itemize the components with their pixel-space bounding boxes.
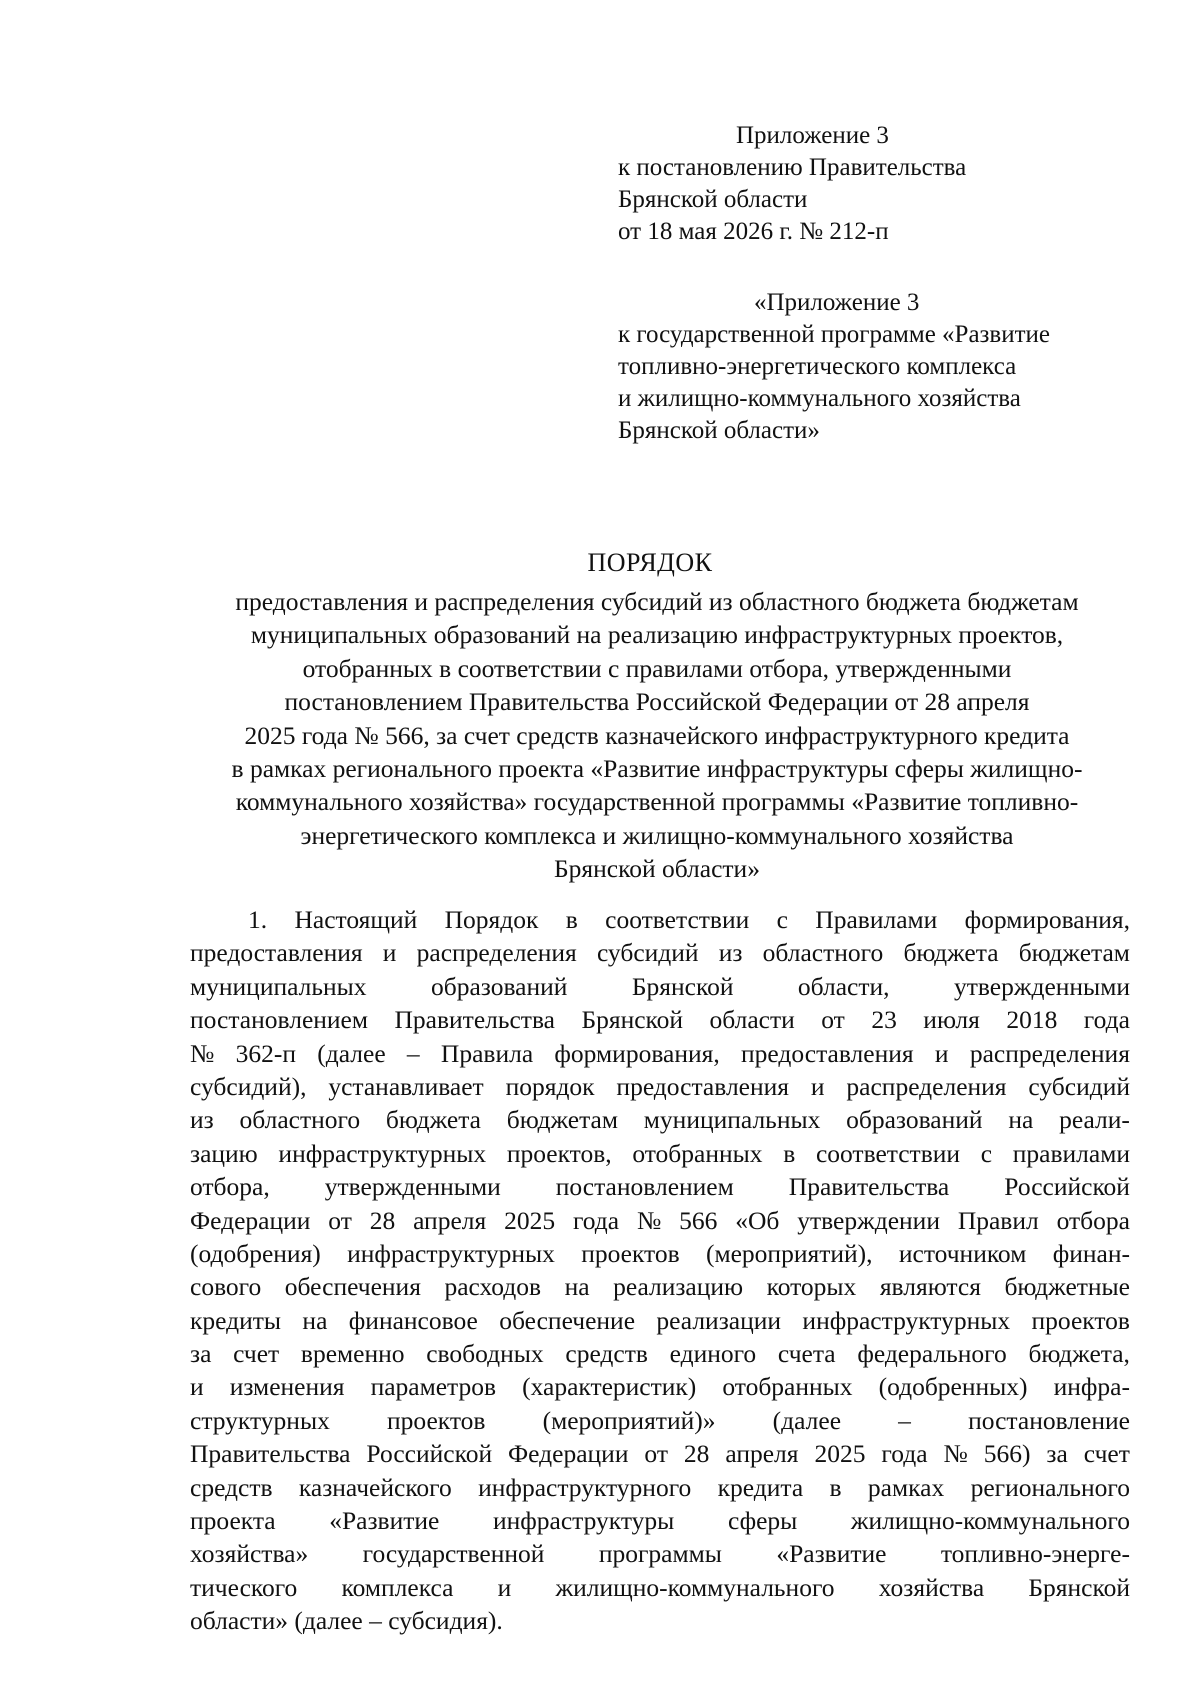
word: комплекса bbox=[341, 1572, 454, 1602]
word: из bbox=[190, 1105, 214, 1135]
word: средств bbox=[190, 1472, 273, 1502]
word: субсидий bbox=[1028, 1071, 1130, 1101]
word: жилищно-коммунального bbox=[850, 1506, 1130, 1536]
word: соответствии bbox=[815, 1138, 961, 1168]
justified-line-words bbox=[190, 1037, 1130, 1070]
annex-program-line: топливно-энергетического комплекса bbox=[618, 353, 1017, 380]
word: программы bbox=[598, 1539, 722, 1569]
word: постановлением bbox=[190, 1005, 369, 1035]
word: Федерации bbox=[190, 1205, 311, 1235]
word: являются bbox=[879, 1272, 981, 1302]
word: Брянской bbox=[1028, 1572, 1130, 1602]
word: изменения bbox=[229, 1372, 345, 1402]
word: государственной bbox=[362, 1539, 545, 1569]
word: муниципальных bbox=[643, 1105, 821, 1135]
justified-line-words bbox=[190, 936, 1130, 969]
justified-line-words bbox=[190, 970, 1130, 1003]
paragraph-line bbox=[190, 1370, 1130, 1403]
word: 28 bbox=[369, 1205, 396, 1235]
word: сового bbox=[190, 1272, 262, 1302]
word: хозяйства» bbox=[190, 1539, 309, 1569]
word: апреля bbox=[413, 1205, 487, 1235]
paragraph-line bbox=[190, 970, 1130, 1003]
word: на bbox=[564, 1272, 590, 1302]
annex-program-line: к государственной программе «Развитие bbox=[618, 321, 1050, 348]
word: регионального bbox=[970, 1472, 1130, 1502]
word: Федерации bbox=[508, 1439, 629, 1469]
word: 566) bbox=[983, 1439, 1031, 1469]
word: года bbox=[572, 1205, 620, 1235]
word: параметров bbox=[370, 1372, 497, 1402]
word: распределения bbox=[846, 1071, 1007, 1101]
justified-line-words bbox=[190, 1437, 1130, 1470]
paragraph-line bbox=[190, 1003, 1130, 1036]
word: реали- bbox=[1059, 1105, 1130, 1135]
word: инфраструктурных bbox=[278, 1138, 487, 1168]
annex-order-block bbox=[618, 120, 966, 248]
word: бюджетам bbox=[506, 1105, 618, 1135]
word: (далее bbox=[772, 1405, 842, 1435]
word: с bbox=[980, 1138, 993, 1168]
word: – bbox=[898, 1405, 911, 1435]
word: на bbox=[1008, 1105, 1034, 1135]
word: Правительства bbox=[394, 1005, 555, 1035]
word: отобранных bbox=[632, 1138, 763, 1168]
word: июля bbox=[923, 1005, 980, 1035]
word: обеспечения bbox=[284, 1272, 421, 1302]
justified-line-words bbox=[190, 1070, 1130, 1103]
word: Правила bbox=[440, 1038, 534, 1068]
word: года bbox=[881, 1439, 928, 1469]
justified-line-words bbox=[190, 1337, 1130, 1370]
paragraph-line bbox=[190, 1103, 1130, 1136]
word: средств bbox=[565, 1339, 648, 1369]
word: топливно-энерге- bbox=[940, 1539, 1130, 1569]
word: 362-п bbox=[235, 1038, 296, 1068]
word: Порядок bbox=[444, 905, 539, 934]
word: (одобрения) bbox=[190, 1238, 321, 1268]
annex-order-line: Брянской области bbox=[618, 186, 808, 213]
annex-order-line: от 18 мая 2026 г. № 212-п bbox=[618, 218, 889, 245]
word: года bbox=[1083, 1005, 1130, 1035]
word: бюджета, bbox=[1028, 1339, 1130, 1369]
word: проектов, bbox=[506, 1138, 612, 1168]
word: 2018 bbox=[1006, 1005, 1058, 1035]
word: и bbox=[497, 1572, 512, 1602]
word: тического bbox=[190, 1572, 298, 1602]
justified-line-words bbox=[190, 1204, 1130, 1237]
word: утвержденными bbox=[954, 971, 1130, 1001]
paragraph-line bbox=[190, 1571, 1130, 1604]
paragraph-line bbox=[190, 1270, 1130, 1303]
word: Правительства bbox=[190, 1439, 351, 1469]
document-subtitle bbox=[185, 585, 1129, 886]
justified-line-words bbox=[190, 1237, 1130, 1270]
word: в bbox=[783, 1138, 796, 1168]
paragraph-line bbox=[190, 1471, 1130, 1504]
word: бюджета bbox=[903, 938, 999, 968]
subtitle-line: энергетического комплекса и жилищно-коммунального хозяйства bbox=[300, 820, 1014, 850]
paragraph-line bbox=[190, 936, 1130, 969]
word: зацию bbox=[190, 1138, 258, 1168]
paragraph-line bbox=[190, 1437, 1130, 1470]
subtitle-line: Брянской области» bbox=[554, 854, 760, 884]
word: постановлением bbox=[555, 1172, 734, 1202]
word: от bbox=[644, 1439, 668, 1469]
word: утвержденными bbox=[324, 1172, 501, 1202]
paragraph-line bbox=[190, 1537, 1130, 1570]
word: распределения bbox=[969, 1038, 1130, 1068]
word: свободных bbox=[426, 1339, 544, 1369]
word: с bbox=[776, 905, 788, 934]
word: «Развитие bbox=[776, 1539, 887, 1569]
word: (мероприятий)» bbox=[542, 1405, 716, 1435]
word: бюджетные bbox=[1004, 1272, 1130, 1302]
word: жилищно-коммунального bbox=[555, 1572, 835, 1602]
word: бюджетам bbox=[1018, 938, 1130, 968]
justified-line-words bbox=[190, 1270, 1130, 1303]
word: (одобренных) bbox=[878, 1372, 1028, 1402]
justified-line-words bbox=[190, 1571, 1130, 1604]
annex-order-line: Приложение 3 bbox=[736, 122, 889, 149]
word: 566 bbox=[679, 1205, 718, 1235]
subtitle-line: постановлением Правительства Российской Федерации от 28 апреля bbox=[284, 687, 1030, 717]
word: 28 bbox=[683, 1439, 710, 1469]
word: расходов bbox=[444, 1272, 542, 1302]
word: – bbox=[406, 1038, 420, 1068]
word: образований bbox=[431, 971, 568, 1001]
word: 1. bbox=[248, 905, 268, 934]
word: рамках bbox=[867, 1472, 945, 1502]
word: которых bbox=[766, 1272, 857, 1302]
word: отбора bbox=[1056, 1205, 1130, 1235]
justified-line-words bbox=[190, 1504, 1130, 1537]
justified-line-words bbox=[190, 1103, 1130, 1136]
word: проекта bbox=[190, 1506, 276, 1536]
word: формирования, bbox=[554, 1038, 720, 1068]
word: проектов bbox=[581, 1238, 680, 1268]
justified-line-words bbox=[190, 1304, 1130, 1337]
word: от bbox=[328, 1205, 352, 1235]
word: порядок bbox=[505, 1071, 595, 1101]
word: в bbox=[565, 905, 578, 934]
paragraph-line bbox=[190, 1304, 1130, 1337]
word: постановление bbox=[968, 1405, 1130, 1435]
annex-program-line: Брянской области» bbox=[618, 417, 820, 444]
word: (характеристик) bbox=[522, 1372, 697, 1402]
subtitle-line: предоставления и распределения субсидий из областного бюджета бюджетам bbox=[235, 587, 1079, 616]
word: проектов bbox=[386, 1405, 486, 1435]
word: на bbox=[302, 1305, 328, 1335]
paragraph-line bbox=[190, 1170, 1130, 1203]
word: областного bbox=[762, 938, 884, 968]
word: формирования, bbox=[964, 905, 1130, 934]
word: и bbox=[934, 1038, 949, 1068]
word: Российской bbox=[366, 1439, 493, 1469]
word: инфра- bbox=[1053, 1372, 1130, 1402]
word: утверждении bbox=[797, 1205, 940, 1235]
word: казначейского bbox=[298, 1472, 452, 1502]
justified-line-words bbox=[190, 1170, 1130, 1203]
word: «Об bbox=[735, 1205, 780, 1235]
subtitle-line: отобранных в соответствии с правилами отбора, утвержденными bbox=[302, 653, 1012, 683]
word: (далее bbox=[317, 1038, 386, 1068]
annex-program-line: «Приложение 3 bbox=[754, 289, 920, 316]
word: из bbox=[718, 938, 743, 968]
word: устанавливает bbox=[328, 1071, 484, 1101]
word: 2025 bbox=[504, 1205, 556, 1235]
word: временно bbox=[300, 1339, 405, 1369]
word: предоставления bbox=[190, 938, 363, 968]
annex-program-line: и жилищно-коммунального хозяйства bbox=[618, 385, 1021, 412]
word: счета bbox=[777, 1339, 836, 1369]
subtitle-line: муниципальных образований на реализацию инфраструктурных проектов, bbox=[250, 620, 1064, 650]
paragraph-line bbox=[190, 1237, 1130, 1270]
word: единого bbox=[669, 1339, 757, 1369]
word: инфраструктурного bbox=[478, 1472, 692, 1502]
word: соответствии bbox=[605, 905, 750, 934]
word: Брянской bbox=[581, 1005, 684, 1035]
word: Настоящий bbox=[294, 905, 418, 934]
word: образований bbox=[846, 1105, 983, 1135]
annex-program-block bbox=[618, 287, 1050, 447]
word: субсидий), bbox=[190, 1071, 307, 1101]
word: Правительства bbox=[788, 1172, 950, 1202]
word: кредиты bbox=[190, 1305, 282, 1335]
word: сферы bbox=[727, 1506, 798, 1536]
word: Правил bbox=[957, 1205, 1039, 1235]
word: отбора, bbox=[190, 1172, 270, 1202]
word: источником bbox=[898, 1238, 1027, 1268]
word: 2025 bbox=[814, 1439, 866, 1469]
word: предоставления bbox=[741, 1038, 914, 1068]
justified-line-words bbox=[190, 1471, 1130, 1504]
annex-order-line: к постановлению Правительства bbox=[618, 154, 967, 181]
word: реализации bbox=[656, 1305, 782, 1335]
word: в bbox=[829, 1472, 842, 1502]
paragraph-line bbox=[190, 1037, 1130, 1070]
word: областного bbox=[239, 1105, 361, 1135]
word: «Развитие bbox=[329, 1506, 440, 1536]
paragraph-1 bbox=[190, 903, 1130, 1638]
justified-line-words bbox=[190, 1003, 1130, 1036]
justified-line-words bbox=[190, 1370, 1130, 1403]
word: Правилами bbox=[815, 905, 938, 934]
word: финансовое bbox=[348, 1305, 478, 1335]
word: № bbox=[636, 1205, 662, 1235]
word: инфраструктуры bbox=[492, 1506, 675, 1536]
word: бюджета bbox=[385, 1105, 481, 1135]
justified-line-words bbox=[248, 903, 1130, 936]
word: инфраструктурных bbox=[347, 1238, 555, 1268]
word: области, bbox=[797, 971, 890, 1001]
word: муниципальных bbox=[190, 971, 367, 1001]
word: за bbox=[1046, 1439, 1068, 1469]
word: и bbox=[382, 938, 397, 968]
paragraph-line: области» (далее – субсидия). bbox=[190, 1606, 503, 1636]
document-title: ПОРЯДОК bbox=[587, 548, 713, 577]
word: и bbox=[810, 1071, 825, 1101]
word: № bbox=[190, 1038, 215, 1068]
justified-line-words bbox=[190, 1404, 1130, 1437]
word: № bbox=[943, 1439, 968, 1469]
subtitle-line: 2025 года № 566, за счет средств казначейского инфраструктурного кредита bbox=[244, 720, 1070, 750]
word: счет bbox=[1083, 1439, 1130, 1469]
word: за bbox=[190, 1339, 212, 1369]
paragraph-line bbox=[190, 1070, 1130, 1103]
word: обеспечение bbox=[499, 1305, 636, 1335]
paragraph-line bbox=[190, 903, 1130, 936]
word: Российской bbox=[1004, 1172, 1130, 1202]
word: субсидий bbox=[596, 938, 699, 968]
word: (мероприятий), bbox=[705, 1238, 873, 1268]
justified-line-words bbox=[190, 1537, 1130, 1570]
word: предоставления bbox=[616, 1071, 790, 1101]
word: финан- bbox=[1052, 1238, 1130, 1268]
word: апреля bbox=[725, 1439, 799, 1469]
word: области bbox=[709, 1005, 795, 1035]
word: и bbox=[190, 1372, 204, 1402]
word: реализацию bbox=[613, 1272, 744, 1302]
paragraph-line bbox=[190, 1504, 1130, 1537]
subtitle-line: в рамках регионального проекта «Развитие инфраструктуры сферы жилищно- bbox=[231, 754, 1083, 784]
paragraph-line bbox=[190, 1137, 1130, 1170]
subtitle-line: коммунального хозяйства» государственной программы «Развитие топливно- bbox=[235, 787, 1079, 817]
word: Брянской bbox=[631, 971, 734, 1001]
word: отобранных bbox=[722, 1372, 853, 1402]
word: структурных bbox=[190, 1405, 330, 1435]
word: правилами bbox=[1012, 1138, 1130, 1168]
justified-line-words bbox=[190, 1137, 1130, 1170]
paragraph-line bbox=[190, 1404, 1130, 1437]
word: инфраструктурных bbox=[802, 1305, 1011, 1335]
word: 23 bbox=[871, 1005, 897, 1035]
paragraph-line bbox=[190, 1204, 1130, 1237]
paragraph-line bbox=[190, 1337, 1130, 1370]
word: счет bbox=[233, 1339, 280, 1369]
word: федерального bbox=[857, 1339, 1007, 1369]
word: распределения bbox=[416, 938, 577, 968]
word: хозяйства bbox=[878, 1572, 985, 1602]
word: кредита bbox=[717, 1472, 804, 1502]
word: от bbox=[821, 1005, 845, 1035]
word: проектов bbox=[1031, 1305, 1130, 1335]
